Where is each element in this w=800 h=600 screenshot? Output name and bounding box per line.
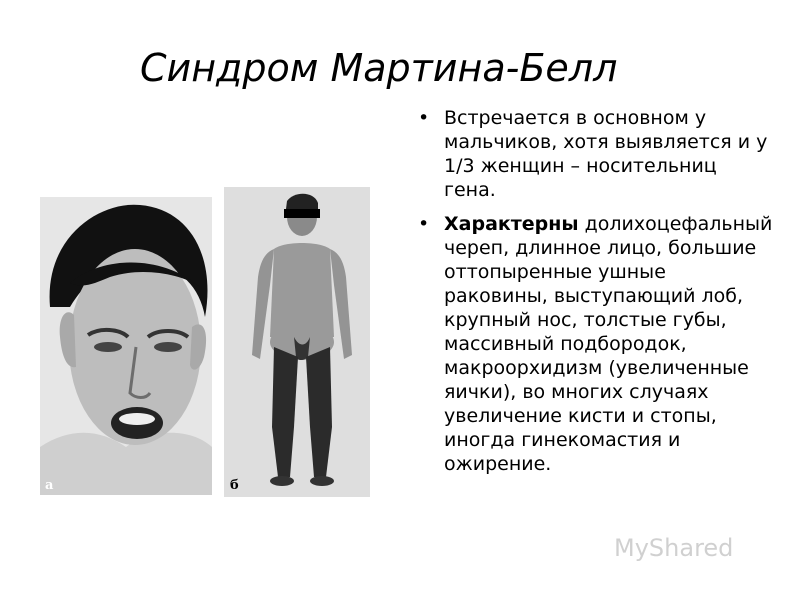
- photo-boy-face: [40, 197, 212, 495]
- bullet-item-1: [414, 106, 774, 202]
- photo-a-label: а: [45, 478, 54, 493]
- bullet-1-text: Встречается в основном у мальчиков, хотя выявляется и у 1/3 женщин – носительниц гена.: [444, 107, 768, 201]
- bullet-list: [414, 106, 774, 486]
- bullet-icon: •: [418, 213, 430, 235]
- watermark-logo: MyShared: [614, 534, 734, 562]
- full-body-image: [224, 187, 370, 497]
- slide-title: Синдром Мартина-Белл: [140, 46, 618, 90]
- bullet-icon: •: [418, 107, 430, 129]
- bullet-2-bold: Характерны: [444, 213, 579, 235]
- bullet-item-2: [414, 212, 774, 476]
- bullet-2-text: долихоцефальный череп, длинное лицо, большие оттопыренные ушные раковины, выступающий лоб, крупный нос, толстые губы, массивный подбородок, макроорхидизм (увеличенные яички), во многих случаях увеличение кисти и стопы, иногда гинекомастия и ожирение.: [444, 213, 773, 475]
- photo-b-label: б: [230, 478, 239, 493]
- boy-face-image: [40, 197, 212, 495]
- photo-full-body: [224, 187, 370, 497]
